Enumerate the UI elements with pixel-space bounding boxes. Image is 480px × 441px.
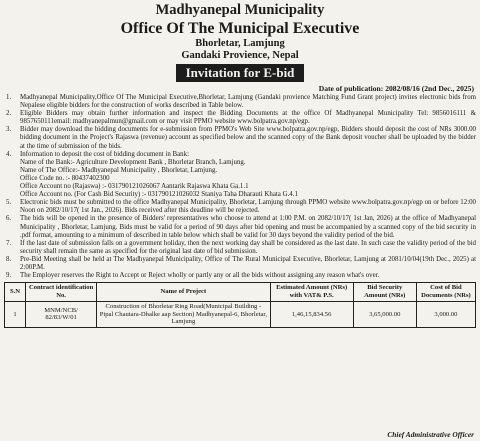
item-text: Madhyanepal Municipality,Office Of The Municipal Executive,Bhorletar, Lamjung (Gandaki provience Matching Fund Grant project) invites electronic bids from Nepalese eligible bidders for the construction of works described in Table below. — [20, 94, 476, 110]
col-header-doc-cost: Cost of Bid Documents (NRs) — [416, 283, 475, 302]
item-text: Electronic bids must be submitted to the office Madhyanepal Municipality, Bhorletar, Lamjung through PPMO website www.bolpatra.gov.np/egp on or before 12:00 Noon on 2082/10/17( 1st Jan., 2026). Bids received after this deadline will be rejected. — [20, 199, 476, 215]
notice-item-7 — [4, 240, 476, 256]
col-header-bid-security: Bid Security Amount (NRs) — [353, 283, 416, 302]
cell-project-name: Construction of Bhorletar Ring Road(Municipal Building -Pipal Chautara-Dhalke aap Section) Madhyanepal-6, Bhorletar, Lamjung — [97, 301, 270, 327]
publication-date: Date of publication: 2082/08/16 (2nd Dec., 2025) — [318, 84, 474, 93]
item-text: Pre-Bid Meeting shall be held at The Madhyanepal Municipality, Office of The Rural Municipal Executive, Bhorletar, Lamjung at 2081/10/04(19th Dec., 2025) at 2:00P.M. — [20, 255, 476, 271]
notice-item-3 — [4, 126, 476, 150]
office-location: Bhorletar, Lamjung — [195, 38, 285, 49]
item-number: 9. — [6, 272, 12, 280]
province-name: Gandaki Provience, Nepal — [181, 50, 299, 61]
item-number: 6. — [6, 215, 12, 223]
rajaswa-account-line: Office Account no (Rajaswa) :- 031790121026067 Aantarik Rajaswa Khata Ga.1.1 — [20, 183, 249, 191]
table-header-row — [5, 283, 476, 302]
notice-item-4 — [4, 151, 476, 159]
item-number: 4. — [6, 150, 12, 158]
cell-doc-cost: 3,000.00 — [416, 301, 475, 327]
signatory-title: Chief Administrative Officer — [387, 430, 474, 439]
office-name: Office Of The Municipal Executive — [120, 20, 360, 37]
item-text: The bids will be opened in the presence of Bidders' representatives who choose to attend at 1:00 P.M. on 2082/10/17( 1st Jan, 2026) at the office of Madhyanepal Municipality , Bhorletar, Lamjung. Bids must be valid for a period of 90 days after bid opening and must be accompanied by a scanned copy of the bid security in .pdf format, amounting to a minimum of described in table below which shall be valid for 30 days beyond the validity period of the bid. — [20, 215, 476, 239]
item-text: If the last date of submission falls on a government holiday, then the next working day shall be considered as the last date. In such case the validity period of the bid security shall remain the same as specified for the original last date of bid submission. — [20, 239, 476, 255]
notice-item-2 — [4, 110, 476, 126]
office-name-line: Name of The Office:- Madhyanepal Municipality , Bhorletar, Lamjung. — [20, 166, 218, 174]
item-number: 2. — [6, 110, 12, 118]
col-header-project-name: Name of Project — [97, 283, 270, 302]
item-number: 7. — [6, 239, 12, 247]
item-text: Eligible Bidders may obtain further information and inspect the Bidding Documents at the office Of Madhyanepal Municipality Tel: 9856016111 & 9857650111email: madhyanepalmun@gmail.com or may visit PPMO website www.bolpatra.gov.np/egp. — [20, 110, 476, 126]
notice-items — [0, 94, 480, 280]
notice-item-8 — [4, 256, 476, 272]
item-text: Bidder may download the bidding documents for e-submission from PPMO's Web Site www.bolpatra.gov.np/egp, Bidders should deposit the cost of NRs 3000.00 bidding document in the Project's Rajaswa (revenue) account as specified below and the scanned copy of the Bank deposit voucher shall be uploaded by the bidder at the time of submission of the bids. — [20, 126, 476, 150]
notice-header — [0, 2, 480, 82]
notice-title-banner: Invitation for E-bid — [176, 64, 305, 82]
office-code-line: Office Code no. :- 80437402300 — [20, 174, 110, 182]
cell-contract-id: MNM/NCB/ 82/83/W/01 — [26, 301, 97, 327]
cell-sn: 1 — [5, 301, 26, 327]
municipality-name: Madhyanepal Municipality — [155, 2, 325, 18]
security-account-line: Office Account no. (For Cash Bid Security) :- 031790121026032 Staniya Taha Dharauti Khata G.4.1 — [20, 191, 298, 199]
item-number: 5. — [6, 199, 12, 207]
bid-table — [4, 282, 476, 328]
item-text: The Employer reserves the Right to Accept or Reject wholly or partly any or all the bids without assigning any reason what's over. — [20, 272, 380, 280]
item-text: Information to deposit the cost of bidding document in Bank: — [20, 150, 189, 158]
item-number: 8. — [6, 255, 12, 263]
notice-item-6 — [4, 215, 476, 239]
cell-estimated-amount: 1,46,15,834.56 — [270, 301, 353, 327]
col-header-estimated-amount: Estimated Amount (NRs) with VAT& P.S. — [270, 283, 353, 302]
notice-item-1 — [4, 94, 476, 110]
bank-name-line: Name of the Bank:- Agriculture Development Bank , Bhorletar Branch, Lamjung. — [20, 158, 246, 166]
item-number: 3. — [6, 126, 12, 134]
notice-item-5 — [4, 199, 476, 215]
notice-item-9 — [4, 272, 476, 280]
item-number: 1. — [6, 94, 12, 101]
cell-bid-security: 3,65,000.00 — [353, 301, 416, 327]
col-header-sn: S.N — [5, 283, 26, 302]
table-row — [5, 301, 476, 327]
col-header-contract-id: Contract identification No. — [26, 283, 97, 302]
